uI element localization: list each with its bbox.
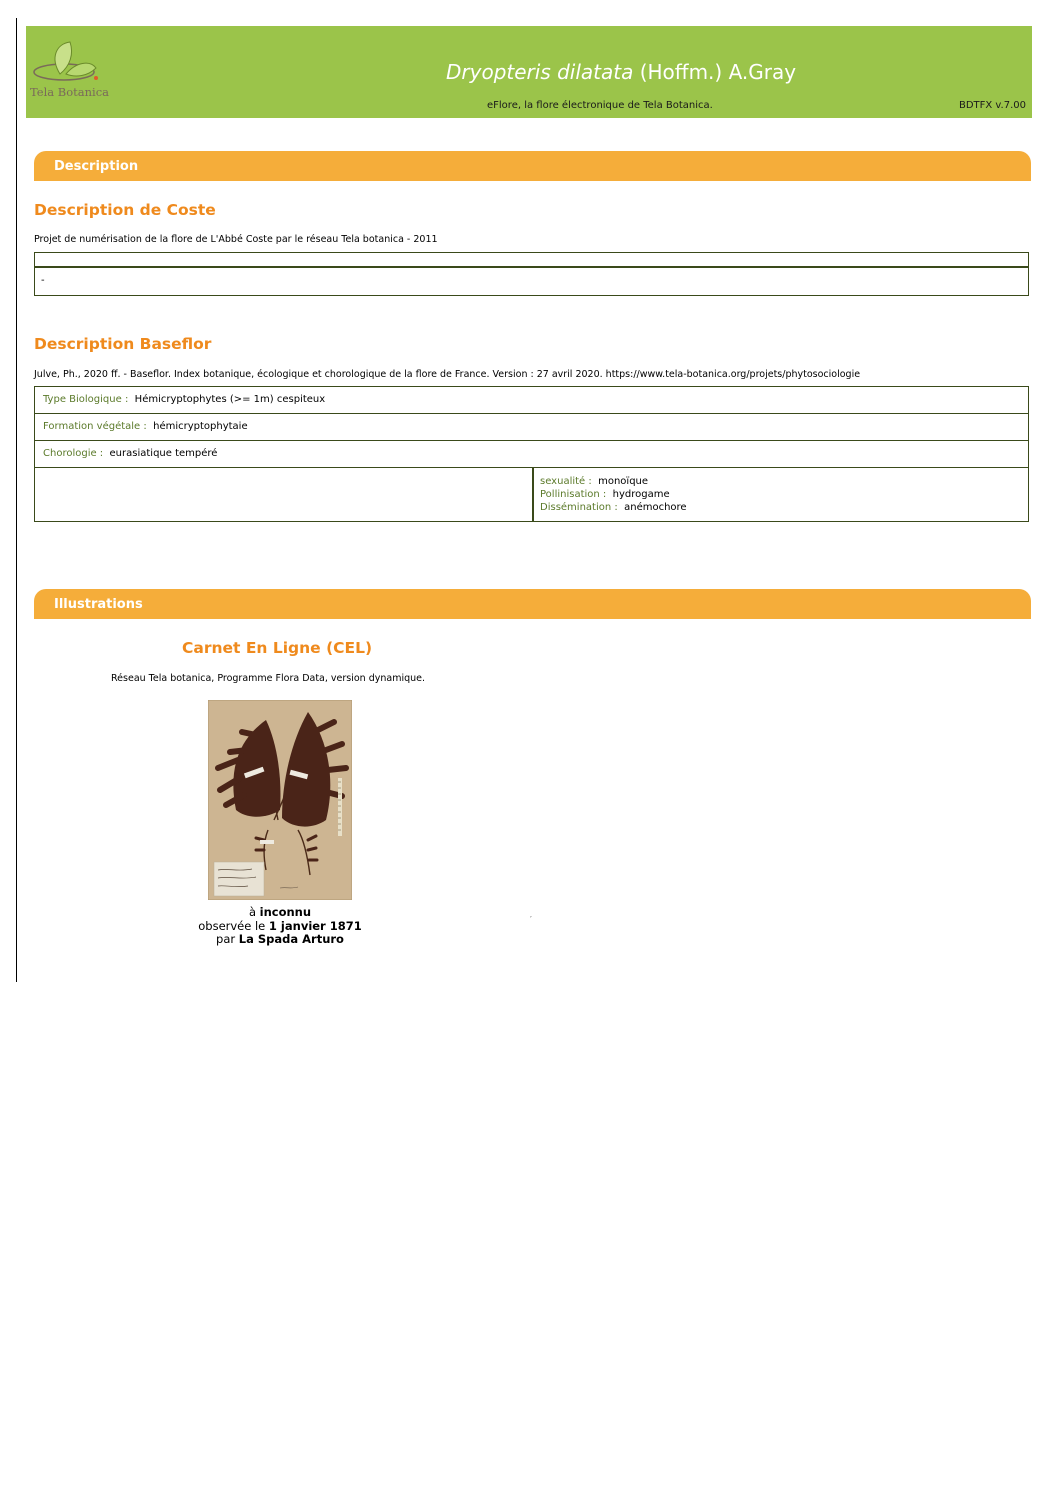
caption-place-prefix: à — [248, 905, 260, 919]
species-name: Dryopteris dilatata — [446, 60, 634, 84]
caption-date-prefix: observée le — [198, 919, 269, 933]
sexualite-label: sexualité : — [540, 476, 592, 487]
pollinisation-label: Pollinisation : — [540, 489, 607, 500]
caption-observer-prefix: par — [216, 932, 239, 946]
formation-label: Formation végétale : — [43, 421, 147, 432]
baseflor-source: Julve, Ph., 2020 ff. - Baseflor. Index botanique, écologique et chorologique de la flore de France. Version : 27 avril 2020. https://www.tela-botanica.org/projets/phytosociologie — [34, 369, 861, 380]
page-title — [446, 60, 796, 84]
chorologie-value: eurasiatique tempéré — [109, 448, 218, 459]
illustrations-section-bar — [34, 589, 1031, 619]
coste-value: - — [41, 275, 45, 286]
baseflor-heading: Description Baseflor — [34, 335, 212, 353]
leaf-icon — [30, 38, 120, 88]
coste-heading: Description de Coste — [34, 201, 216, 219]
caption-observer-value: La Spada Arturo — [238, 932, 344, 946]
species-author: (Hoffm.) A.Gray — [633, 60, 797, 84]
tela-botanica-logo[interactable] — [30, 38, 120, 104]
pollinisation-value: hydrogame — [612, 489, 670, 500]
illustrations-section-label: Illustrations — [54, 597, 143, 612]
caption-place-value: inconnu — [259, 905, 312, 919]
baseflor-row-formation — [34, 413, 1029, 441]
logo-text: Tela Botanica — [30, 85, 110, 99]
table-divider — [532, 468, 534, 521]
baseflor-row-type — [34, 386, 1029, 414]
baseflor-row-reproduction — [34, 467, 1029, 522]
specimen-image[interactable] — [208, 700, 352, 900]
sexualite-value: monoïque — [598, 476, 649, 487]
version-label: BDTFX v.7.00 — [958, 100, 1026, 111]
type-value: Hémicryptophytes (>= 1m) cespiteux — [134, 394, 326, 405]
stray-mark: , — [530, 912, 532, 919]
header-subtitle: eFlore, la flore électronique de Tela Botanica. — [487, 100, 713, 111]
description-section-bar — [34, 151, 1031, 181]
caption-place — [150, 905, 410, 919]
caption-observer — [150, 932, 410, 946]
description-section-label: Description — [54, 159, 139, 174]
cel-source: Réseau Tela botanica, Programme Flora Data, version dynamique. — [111, 673, 426, 684]
herbarium-fern-image — [208, 700, 352, 900]
coste-table-row — [34, 266, 1029, 296]
dissemination-value: anémochore — [624, 502, 687, 513]
left-margin-rule — [16, 18, 17, 982]
cel-heading: Carnet En Ligne (CEL) — [182, 639, 373, 657]
page-header — [26, 26, 1032, 118]
caption-date-value: 1 janvier 1871 — [268, 919, 362, 933]
formation-value: hémicryptophytaie — [153, 421, 248, 432]
caption-date — [150, 919, 410, 933]
chorologie-label: Chorologie : — [43, 448, 104, 459]
dissemination-label: Dissémination : — [540, 502, 618, 513]
type-label: Type Biologique : — [43, 394, 129, 405]
baseflor-row-chorologie — [34, 440, 1029, 468]
coste-source: Projet de numérisation de la flore de L'Abbé Coste par le réseau Tela botanica - 2011 — [34, 234, 438, 245]
